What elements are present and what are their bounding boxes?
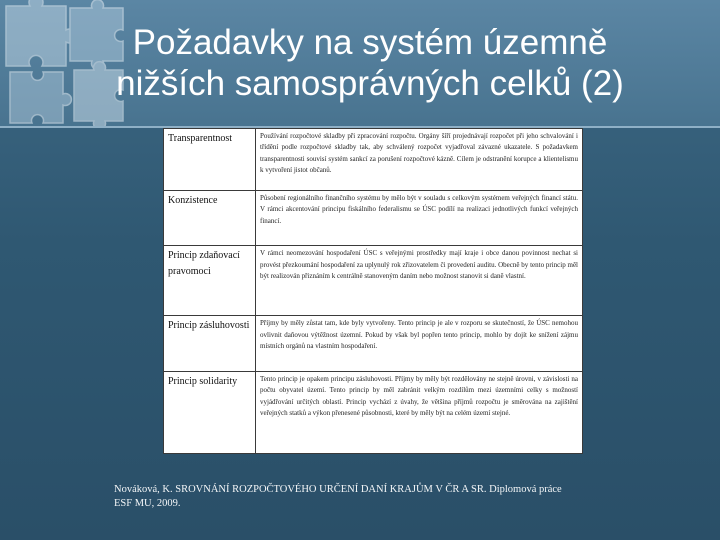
row-text: Působení regionálního finančního systému by mělo být v souladu s celkovým systémem veřejných financí státu. V rámci akcentování principu fiskálního federalismu se ÚSC podílí na realizaci jednotlivých funkcí veřejných financí. bbox=[256, 190, 583, 246]
principles-table bbox=[163, 128, 583, 454]
citation-line-1: Nováková, K. SROVNÁNÍ ROZPOČTOVÉHO URČENÍ DANÍ KRAJŮM V ČR A SR. Diplomová práce bbox=[114, 484, 562, 495]
row-label: Princip zásluhovosti bbox=[164, 316, 256, 372]
row-label: Princip solidarity bbox=[164, 371, 256, 453]
row-label: Transparentnost bbox=[164, 129, 256, 191]
table-row bbox=[164, 246, 583, 316]
source-citation bbox=[114, 483, 654, 511]
slide-title bbox=[60, 22, 680, 104]
row-label: Princip zdaňovací pravomoci bbox=[164, 246, 256, 316]
title-line-2: nižších samosprávných celků (2) bbox=[116, 64, 624, 103]
row-text: V rámci neomezování hospodaření ÚSC s veřejnými prostředky mají kraje i obce danou povinnost nechat si provést přezkoumání hospodaření za uplynulý rok zřizovatelem či provedení auditu. Obecně by tento princip měl být realizován přiznáním k centrálně stanoveným daním nebo možnost stanovit si daně vlastní. bbox=[256, 246, 583, 316]
table-row bbox=[164, 129, 583, 191]
row-label: Konzistence bbox=[164, 190, 256, 246]
row-text: Příjmy by měly zůstat tam, kde byly vytvořeny. Tento princip je ale v rozporu se skutečností, že ÚSC nemohou ovlivnit daňovou výtěžnost územní. Pokud by však byl popřen tento princip, mohlo by dojít ke snížení zájmu místních orgánů na vlastním hospodaření. bbox=[256, 316, 583, 372]
table-row bbox=[164, 316, 583, 372]
citation-line-2: ESF MU, 2009. bbox=[114, 498, 181, 509]
row-text: Používání rozpočtové skladby při zpracování rozpočtu. Orgány šíří projednávají rozpočet při jeho schvalování i třídění podle rozpočtové skladby tak, aby schválený rozpočet vyjadřoval závazné ukazatele. S požadavkem transparentnosti souvisí systém sankcí za porušení rozpočtové kázně. Cílem je odstranění korupce a klientelismu k vytvoření jistot občanů. bbox=[256, 129, 583, 191]
row-text: Tento princip je opakem principu zásluhovosti. Příjmy by měly být rozdělovány ne stejně úrovni, v závislosti na počtu obyvatel území. Tento princip by měl zabránit velkým rozdílům mezi územními celky s možností vyjádřování určitých oblastí. Princip vychází z úvahy, že většina příjmů rozpočtu je směrována na zajištění veřejných statků a výkon přenesené působnosti, které by měly být na celém území stejné. bbox=[256, 371, 583, 453]
table-row bbox=[164, 190, 583, 246]
title-line-1: Požadavky na systém územně bbox=[132, 23, 608, 62]
table-row bbox=[164, 371, 583, 453]
principles-table-image bbox=[163, 128, 583, 454]
